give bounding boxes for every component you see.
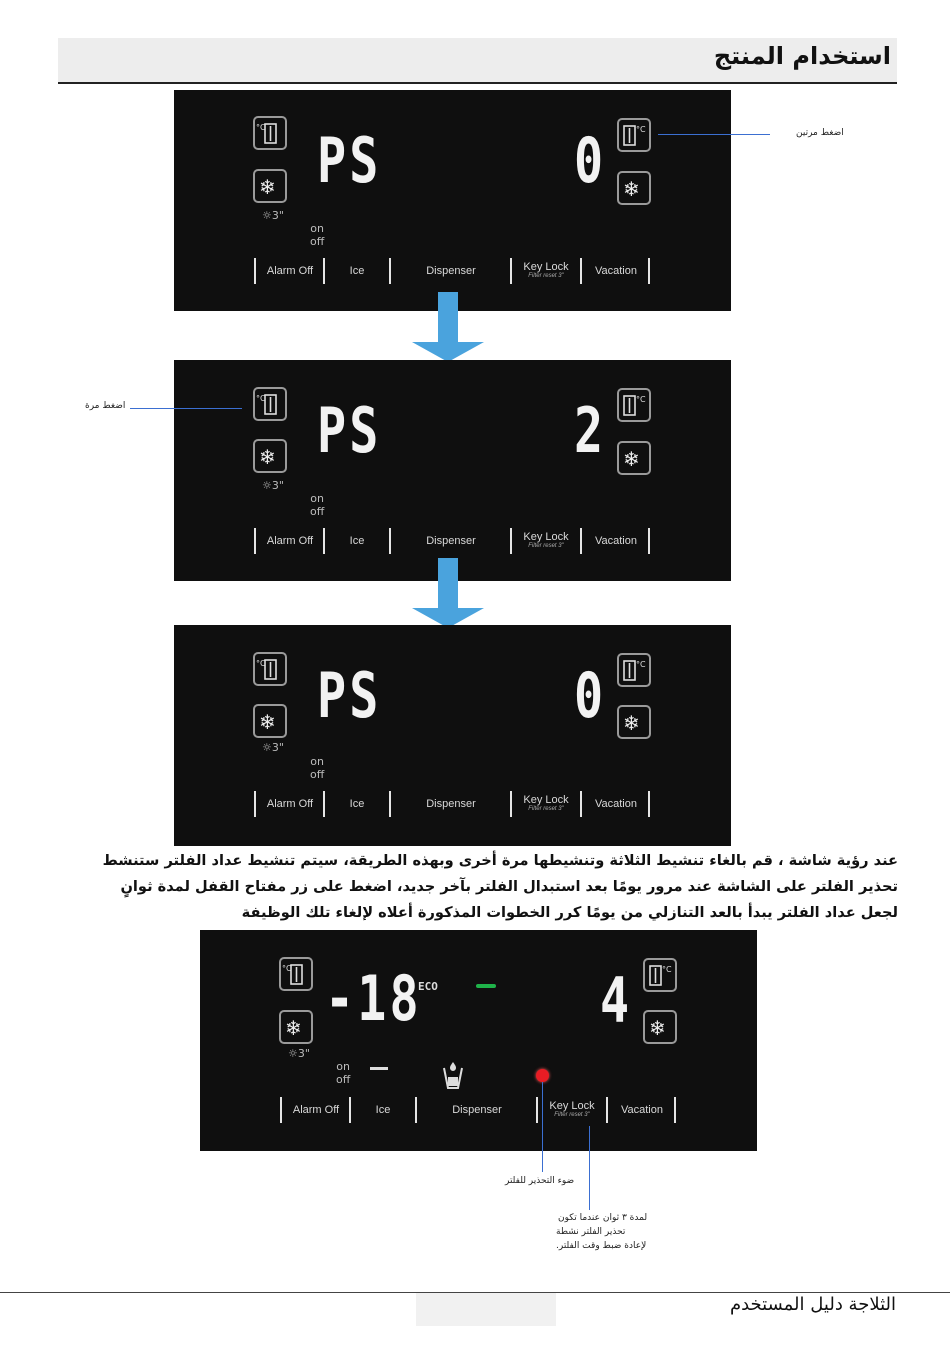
snowflake-icon[interactable] bbox=[617, 705, 651, 739]
callout-line bbox=[130, 408, 242, 409]
left-display: PS bbox=[317, 124, 382, 197]
svg-text:°C: °C bbox=[636, 125, 646, 134]
control-panel-2 bbox=[174, 360, 731, 581]
svg-text:❄: ❄ bbox=[623, 447, 640, 471]
paragraph-line: عند رؤية شاشة ، قم بالغاء تنشيط الثلاثة وتنشيطها مرة أخرى وبهذه الطريقة، سيتم تنشيط عداد الفلتر ستنشط bbox=[102, 852, 898, 869]
instruction-paragraph bbox=[60, 848, 898, 926]
fridge-celsius-icon[interactable] bbox=[643, 958, 677, 992]
svg-text:°C: °C bbox=[636, 660, 646, 669]
right-display: 0 bbox=[574, 659, 607, 732]
ice-button[interactable]: Ice bbox=[349, 535, 365, 547]
snowflake-icon[interactable] bbox=[279, 1010, 313, 1044]
svg-text:°C: °C bbox=[636, 395, 646, 404]
alarm-off-button[interactable]: Alarm Off bbox=[292, 1104, 340, 1116]
dispenser-button[interactable]: Dispenser bbox=[426, 535, 476, 547]
bulb-icon: ☼3" bbox=[288, 1047, 310, 1060]
vacation-button[interactable]: Vacation bbox=[621, 1104, 663, 1116]
footer-title: الثلاجة دليل المستخدم bbox=[729, 1294, 896, 1315]
alarm-off-button[interactable]: Alarm Off bbox=[266, 798, 314, 810]
control-panel-1 bbox=[174, 90, 731, 311]
vacation-button[interactable]: Vacation bbox=[595, 798, 637, 810]
filter-warning-light bbox=[536, 1069, 549, 1082]
button-row bbox=[254, 791, 654, 817]
svg-text:❄: ❄ bbox=[259, 445, 276, 469]
svg-text:❄: ❄ bbox=[259, 710, 276, 734]
fridge-celsius-icon[interactable] bbox=[617, 118, 651, 152]
snowflake-icon[interactable] bbox=[253, 169, 287, 203]
right-display: 0 bbox=[574, 124, 607, 197]
on-off-indicator: on off bbox=[310, 755, 325, 781]
eco-label: ECO bbox=[418, 980, 438, 993]
svg-text:❄: ❄ bbox=[623, 711, 640, 735]
page-header bbox=[58, 38, 897, 84]
paragraph-line: تحذير الفلتر على الشاشة عند مرور يومًا بعد استبدال الفلتر بآخر جديد، اضغط على زر مفتاح القفل لمدة ثوانٍ bbox=[120, 878, 898, 895]
press-twice-callout: اضغط مرتين bbox=[796, 128, 844, 138]
svg-text:°C: °C bbox=[282, 964, 292, 973]
right-display: 4 bbox=[600, 964, 633, 1037]
arrow-down-icon bbox=[412, 558, 484, 628]
button-row bbox=[280, 1097, 680, 1123]
alarm-off-button[interactable]: Alarm Off bbox=[266, 535, 314, 547]
on-off-indicator: on off bbox=[310, 222, 325, 248]
key-lock-button[interactable]: Key Lock Filter reset 3" bbox=[523, 794, 569, 812]
snowflake-icon[interactable] bbox=[643, 1010, 677, 1044]
dash-indicator bbox=[370, 1067, 388, 1070]
vacation-button[interactable]: Vacation bbox=[595, 535, 637, 547]
ice-button[interactable]: Ice bbox=[375, 1104, 391, 1116]
dispenser-button[interactable]: Dispenser bbox=[426, 265, 476, 277]
reset-note-line: لمدة ٣ ثوان عندما تكون bbox=[558, 1213, 648, 1223]
button-row bbox=[254, 528, 654, 554]
ice-button[interactable]: Ice bbox=[349, 265, 365, 277]
fridge-celsius-icon[interactable] bbox=[253, 387, 287, 421]
svg-text:❄: ❄ bbox=[649, 1016, 666, 1040]
snowflake-icon[interactable] bbox=[253, 704, 287, 738]
paragraph-line: لجعل عداد الفلتر يبدأ بالعد التنازلي من يومًا كرر الخطوات المذكورة أعلاه لإلغاء تلك الوظيفة bbox=[241, 904, 898, 921]
page-number-box bbox=[416, 1293, 556, 1326]
fridge-celsius-icon[interactable] bbox=[617, 653, 651, 687]
arrow-down-icon bbox=[412, 292, 484, 362]
key-lock-button[interactable]: Key Lock Filter reset 3" bbox=[549, 1100, 595, 1118]
snowflake-icon[interactable] bbox=[617, 441, 651, 475]
bulb-icon: ☼3" bbox=[262, 209, 284, 222]
eco-indicator bbox=[476, 984, 496, 988]
dispenser-button[interactable]: Dispenser bbox=[452, 1104, 502, 1116]
page-title: استخدام المنتج bbox=[713, 42, 891, 70]
svg-text:°C: °C bbox=[256, 394, 266, 403]
filter-warning-callout: ضوء التحذير للفلتر bbox=[505, 1176, 575, 1186]
water-glass-icon bbox=[440, 1060, 466, 1090]
alarm-off-button[interactable]: Alarm Off bbox=[266, 265, 314, 277]
key-lock-button[interactable]: Key Lock Filter reset 3" bbox=[523, 531, 569, 549]
bulb-icon: ☼3" bbox=[262, 479, 284, 492]
svg-text:❄: ❄ bbox=[285, 1016, 302, 1040]
callout-line bbox=[589, 1126, 590, 1210]
svg-text:°C: °C bbox=[256, 123, 266, 132]
button-row bbox=[254, 258, 654, 284]
on-off-indicator: on off bbox=[310, 492, 325, 518]
dispenser-button[interactable]: Dispenser bbox=[426, 798, 476, 810]
vacation-button[interactable]: Vacation bbox=[595, 265, 637, 277]
svg-text:°C: °C bbox=[256, 659, 266, 668]
svg-text:°C: °C bbox=[662, 965, 672, 974]
key-lock-button[interactable]: Key Lock Filter reset 3" bbox=[523, 261, 569, 279]
bulb-icon: ☼3" bbox=[262, 741, 284, 754]
snowflake-icon[interactable] bbox=[617, 171, 651, 205]
ice-button[interactable]: Ice bbox=[349, 798, 365, 810]
left-display: -18 bbox=[325, 962, 422, 1035]
callout-line bbox=[658, 134, 770, 135]
reset-note-line: تحذير الفلتر نشطة bbox=[556, 1227, 626, 1237]
svg-text:❄: ❄ bbox=[259, 175, 276, 199]
reset-note-line: لإعادة ضبط وقت الفلتر. bbox=[556, 1241, 647, 1251]
on-off-indicator: on off bbox=[336, 1060, 351, 1086]
fridge-celsius-icon[interactable] bbox=[617, 388, 651, 422]
fridge-celsius-icon[interactable] bbox=[279, 957, 313, 991]
press-once-callout: اضغط مرة bbox=[85, 401, 126, 411]
fridge-celsius-icon[interactable] bbox=[253, 652, 287, 686]
snowflake-icon[interactable] bbox=[253, 439, 287, 473]
control-panel-4 bbox=[200, 930, 757, 1151]
callout-line bbox=[542, 1082, 543, 1172]
control-panel-3 bbox=[174, 625, 731, 846]
right-display: 2 bbox=[574, 394, 607, 467]
left-display: PS bbox=[317, 394, 382, 467]
svg-text:❄: ❄ bbox=[623, 177, 640, 201]
fridge-celsius-icon[interactable] bbox=[253, 116, 287, 150]
left-display: PS bbox=[317, 659, 382, 732]
